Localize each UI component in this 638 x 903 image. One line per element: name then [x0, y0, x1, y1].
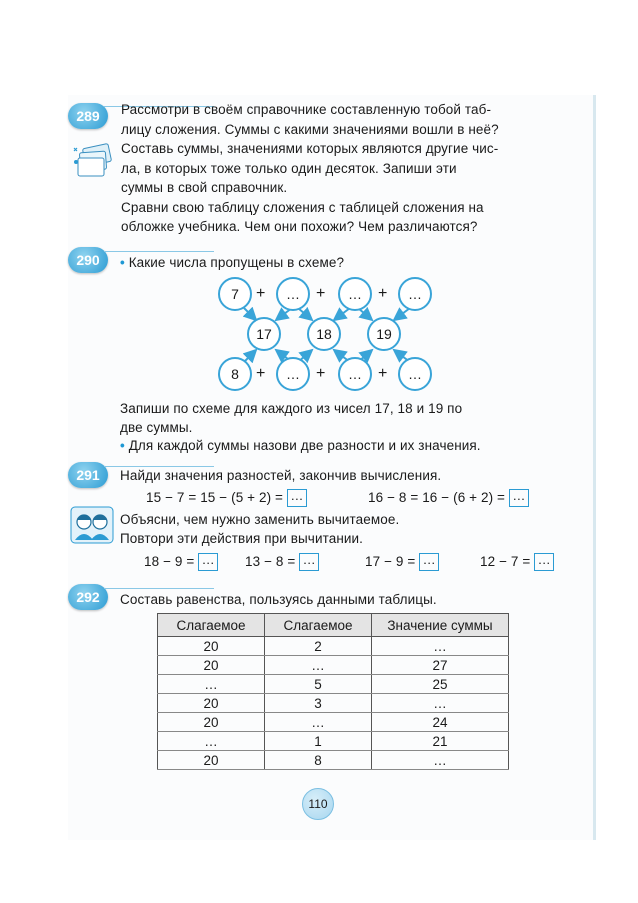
- scheme-top-circle-3: …: [338, 277, 372, 311]
- table-row: [158, 637, 509, 656]
- task-number-291: 291: [68, 462, 108, 488]
- table-cell: …: [265, 656, 372, 675]
- task-number-292: 292: [68, 584, 108, 610]
- task-290-underline: [104, 251, 214, 252]
- scheme-bottom-circle-3: …: [338, 357, 372, 391]
- scheme-middle-circle-18: 18: [307, 317, 341, 351]
- scheme-bottom-plus-3: +: [378, 365, 388, 382]
- table-cell: …: [265, 713, 372, 732]
- task-number-290: 290: [68, 247, 108, 273]
- table-cell: 20: [158, 751, 265, 770]
- scheme-top-circle-2: …: [276, 277, 310, 311]
- task-291-exercise-1: [144, 552, 218, 572]
- table-row: [158, 713, 509, 732]
- scheme-middle-circle-19: 19: [367, 317, 401, 351]
- task-289-line-3: Составь суммы, значениями которых являются другие чис-: [121, 141, 499, 156]
- page-edge-strip: [593, 95, 596, 840]
- expression-1-text: 15 − 7 = 15 − (5 + 2) =: [146, 490, 284, 505]
- scheme-top-plus-3: +: [378, 285, 388, 302]
- page-number: 110: [302, 788, 334, 820]
- task-292-underline: [104, 588, 214, 589]
- task-291-exercise-3: [365, 552, 439, 572]
- table-cell: 20: [158, 694, 265, 713]
- task-291-explain-2: Повтори эти действия при вычитании.: [120, 531, 364, 546]
- answer-box[interactable]: …: [287, 489, 307, 507]
- bullet-marker: •: [120, 438, 125, 453]
- scheme-bottom-plus-2: +: [316, 365, 326, 382]
- answer-box[interactable]: …: [198, 553, 218, 571]
- sum-table: [157, 613, 509, 770]
- task-291-intro: Найди значения разностей, закончив вычисления.: [120, 468, 442, 483]
- answer-box[interactable]: …: [509, 489, 529, 507]
- table-cell: 25: [372, 675, 509, 694]
- scheme-top-plus-1: +: [256, 285, 266, 302]
- scheme-bottom-circle-2: …: [276, 357, 310, 391]
- answer-box[interactable]: …: [534, 553, 554, 571]
- header-addend-1: Слагаемое: [158, 614, 265, 637]
- header-addend-2: Слагаемое: [265, 614, 372, 637]
- table-row: [158, 694, 509, 713]
- table-cell: …: [158, 732, 265, 751]
- table-cell: 21: [372, 732, 509, 751]
- answer-box[interactable]: …: [299, 553, 319, 571]
- task-290-question-text: Какие числа пропущены в схеме?: [128, 255, 345, 270]
- table-cell: 8: [265, 751, 372, 770]
- table-cell: 20: [158, 713, 265, 732]
- table-cell: 20: [158, 656, 265, 675]
- scheme-top-circle-1: 7: [218, 277, 252, 311]
- table-row: [158, 751, 509, 770]
- task-289-line-5: суммы в свой справочник.: [121, 180, 288, 195]
- task-290-text-3: [120, 436, 481, 456]
- bullet-marker: •: [120, 255, 125, 270]
- table-cell: 2: [265, 637, 372, 656]
- task-289-line-6: Сравни свою таблицу сложения с таблицей сложения на: [121, 199, 484, 215]
- scheme-top-plus-2: +: [316, 285, 326, 302]
- task-291-expression-1: [146, 488, 307, 508]
- exercise-3-text: 17 − 9 =: [365, 554, 416, 569]
- table-cell: …: [372, 637, 509, 656]
- table-row: [158, 732, 509, 751]
- table-cell: …: [372, 751, 509, 770]
- task-289-line-4: ла, в которых тоже только один десяток. Запиши эти: [121, 160, 457, 176]
- exercise-4-text: 12 − 7 =: [480, 554, 531, 569]
- table-cell: 5: [265, 675, 372, 694]
- task-290-text-3-body: Для каждой суммы назови две разности и их значения.: [128, 438, 481, 453]
- table-cell: 27: [372, 656, 509, 675]
- task-289-line-7: обложке учебника. Чем они похожи? Чем различаются?: [121, 219, 478, 234]
- scheme-top-circle-4: …: [398, 277, 432, 311]
- table-cell: …: [372, 694, 509, 713]
- table-cell: 24: [372, 713, 509, 732]
- expression-2-text: 16 − 8 = 16 − (6 + 2) =: [368, 490, 506, 505]
- table-cell: 3: [265, 694, 372, 713]
- table-cell: 1: [265, 732, 372, 751]
- task-290-text-1: Запиши по схеме для каждого из чисел 17, 18 и 19 по: [120, 401, 463, 416]
- two-kids-discussion-icon: [70, 506, 114, 544]
- table-cell: …: [158, 675, 265, 694]
- table-row: [158, 675, 509, 694]
- answer-box[interactable]: …: [419, 553, 439, 571]
- task-289-line-2: лицу сложения. Суммы с какими значениями вошли в неё?: [121, 121, 499, 137]
- task-292-intro: Составь равенства, пользуясь данными таблицы.: [120, 592, 437, 607]
- task-289-line-1: Рассмотри в своём справочнике составленную тобой таб-: [121, 102, 492, 117]
- exercise-2-text: 13 − 8 =: [245, 554, 296, 569]
- header-sum-value: Значение суммы: [372, 614, 509, 637]
- table-cell: 20: [158, 637, 265, 656]
- task-number-289: 289: [68, 103, 108, 129]
- exercise-1-text: 18 − 9 =: [144, 554, 195, 569]
- task-290-text-2: две суммы.: [120, 420, 193, 435]
- task-291-explain-1: Объясни, чем нужно заменить вычитаемое.: [120, 512, 400, 527]
- scheme-middle-circle-17: 17: [247, 317, 281, 351]
- table-row: [158, 656, 509, 675]
- task-291-expression-2: [368, 488, 529, 508]
- reference-cards-icon: [70, 140, 114, 180]
- task-291-exercise-2: [245, 552, 319, 572]
- scheme-bottom-plus-1: +: [256, 365, 266, 382]
- task-291-exercise-4: [480, 552, 554, 572]
- scheme-bottom-circle-1: 8: [218, 357, 252, 391]
- table-header-row: [158, 614, 509, 637]
- scheme-bottom-circle-4: …: [398, 357, 432, 391]
